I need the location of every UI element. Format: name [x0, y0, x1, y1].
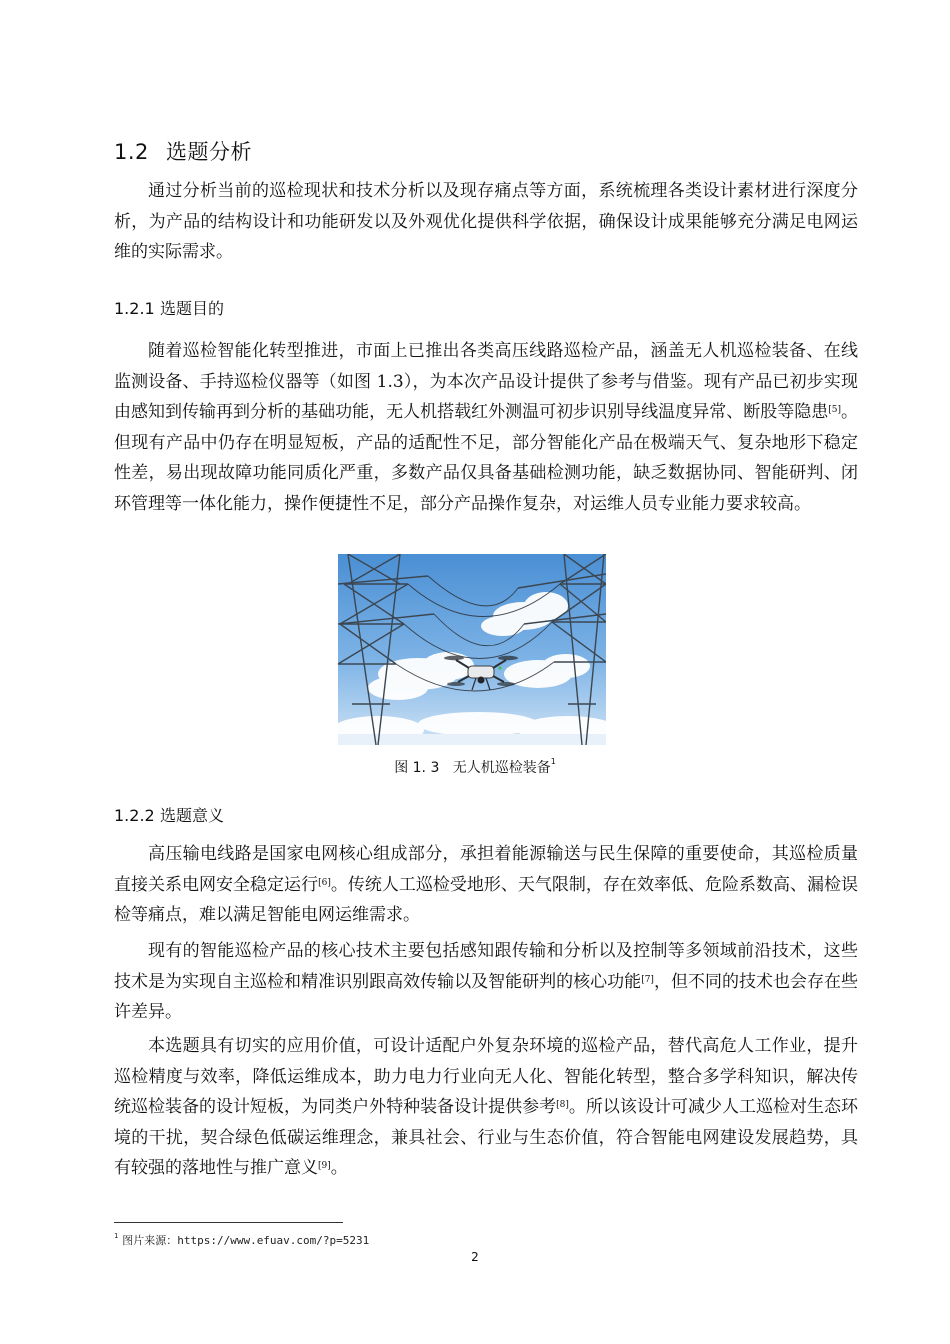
significance-text-3b: 。所以该设计可减少人工巡检对生态环境的干扰，契合绿色低碳运维理念，兼具社会、行业与生态价值，符合智能电网建设发展趋势，具有较强的落地性与推广意义 — [114, 1097, 859, 1178]
section-heading — [114, 136, 252, 166]
footnote-divider — [114, 1222, 343, 1223]
footnote-text: 图片来源：https://www.efuav.com/?p=5231 — [122, 1234, 370, 1247]
purpose-text-b: 。但现有产品中仍存在明显短板，产品的适配性不足，部分智能化产品在极端天气、复杂地形下稳定性差，易出现故障功能同质化严重，多数产品仅具备基础检测功能，缺乏数据协同、智能研判、闭环管理等一体化能力，操作便捷性不足，部分产品操作复杂，对运维人员专业能力要求较高。 — [114, 402, 859, 514]
significance-text-1a: 高压输电线路是国家电网核心组成部分，承担着能源输送与民生保障的重要使命，其巡检质量直接关系电网安全稳定运行 — [114, 844, 858, 895]
subsection-heading-significance — [114, 803, 224, 826]
citation-9: [9] — [318, 1161, 331, 1171]
subsection-number: 1.2.2 — [114, 806, 155, 825]
purpose-text-a: 随着巡检智能化转型推进，市面上已推出各类高压线路巡检产品，涵盖无人机巡检装备、在线监测设备、手持巡检仪器等（如图 1.3），为本次产品设计提供了参考与借鉴。现有产品已初步实现由感知到传输再到分析的基础功能，无人机搭载红外测温可初步识别导线温度异常、断股等隐患 — [114, 341, 858, 422]
significance-text-1b: 。传统人工巡检受地形、天气限制，存在效率低、危险系数高、漏检误检等痛点，难以满足智能电网运维需求。 — [114, 874, 859, 925]
purpose-paragraph — [114, 336, 858, 519]
figure-title: 无人机巡检装备 — [452, 760, 551, 776]
significance-text-3a: 本选题具有切实的应用价值，可设计适配户外复杂环境的巡检产品，替代高危人工作业，提升巡检精度与效率，降低运维成本，助力电力行业向无人化、智能化转型，整合多学科知识，解决传统巡检装备的设计短板，为同类户外特种装备设计提供参考 — [114, 1036, 858, 1117]
page-number: 2 — [471, 1250, 479, 1264]
footnote-marker: 1 — [550, 757, 556, 766]
section-number: 1.2 — [114, 140, 149, 164]
subsection-title: 选题目的 — [160, 299, 225, 318]
footnote-mark: 1 — [114, 1232, 119, 1240]
citation-8: [8] — [556, 1100, 569, 1110]
citation-7: [7] — [641, 974, 654, 985]
significance-text-2b: ，但不同的技术也会存在些许差异。 — [114, 971, 859, 1022]
footnote — [114, 1232, 369, 1248]
drone-inspection-image — [338, 554, 606, 745]
subsection-title: 选题意义 — [160, 806, 225, 825]
citation-6: [6] — [318, 877, 331, 888]
subsection-heading-purpose — [114, 296, 224, 319]
subsection-number: 1.2.1 — [114, 299, 155, 318]
citation-5: [5] — [828, 405, 841, 415]
section-intro-paragraph: 通过分析当前的巡检现状和技术分析以及现存痛点等方面，系统梳理各类设计素材进行深度分析，为产品的结构设计和功能研发以及外观优化提供科学依据，确保设计成果能够充分满足电网运维的实际需求。 — [114, 181, 858, 262]
significance-paragraph-2 — [114, 936, 858, 1028]
significance-paragraph-3 — [114, 1031, 858, 1184]
significance-paragraph-1 — [114, 839, 858, 931]
significance-text-2a: 现有的智能巡检产品的核心技术主要包括感知跟传输和分析以及控制等多领域前沿技术，这些技术是为实现自主巡检和精准识别跟高效传输以及智能研判的核心功能 — [114, 941, 858, 992]
figure-number: 图 1. 3 — [394, 760, 440, 776]
figure-caption — [0, 757, 950, 777]
section-title: 选题分析 — [166, 140, 252, 164]
significance-text-3c: 。 — [330, 1158, 348, 1178]
